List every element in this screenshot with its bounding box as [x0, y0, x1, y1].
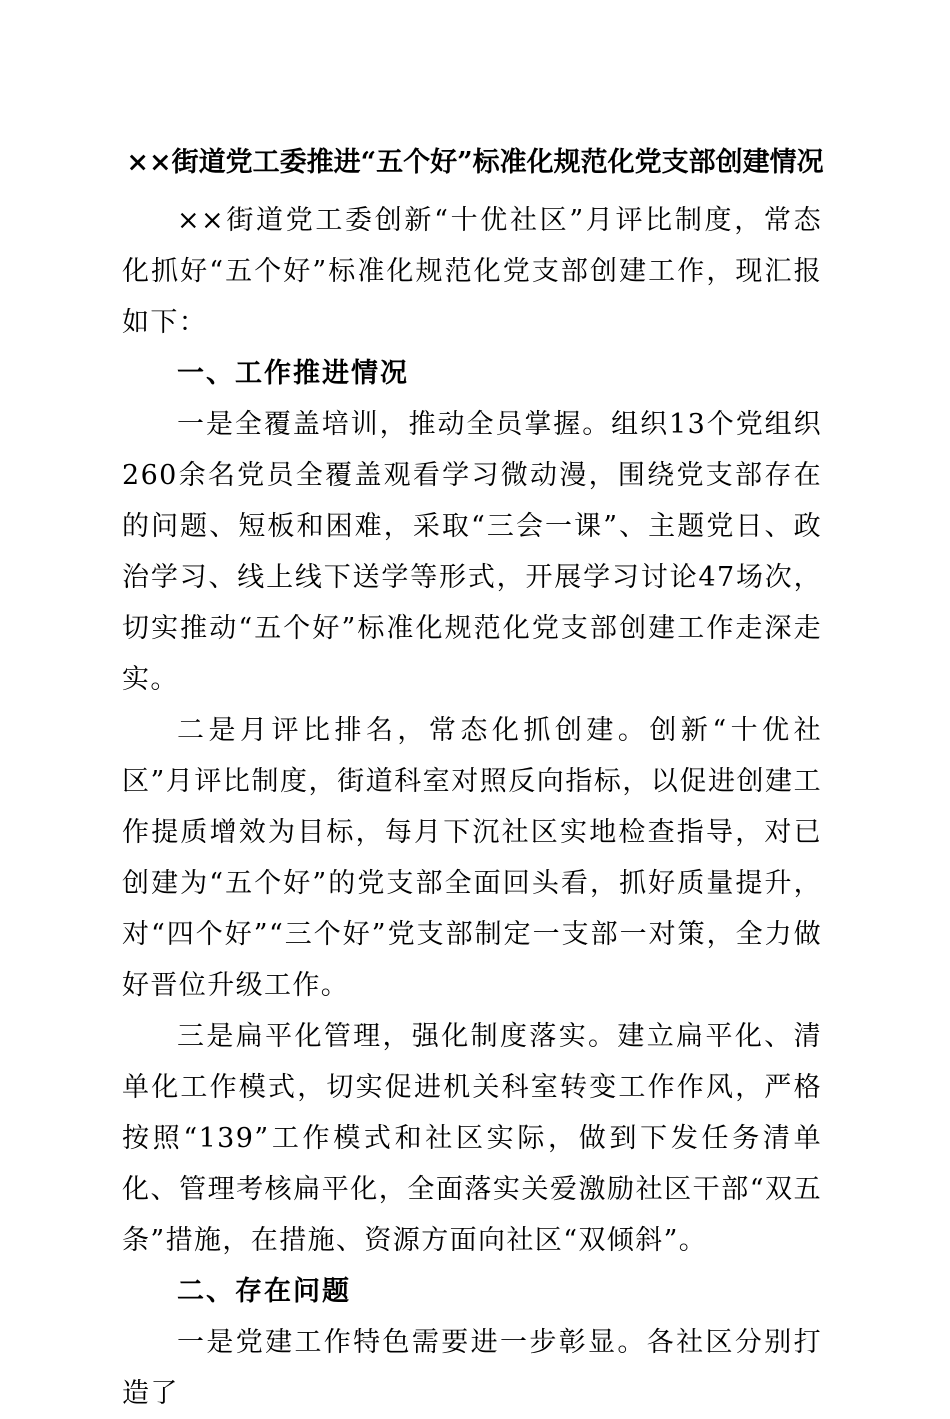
- paragraph-problem-1: 一是党建工作特色需要进一步彰显。各社区分别打造了: [122, 1327, 822, 1409]
- paragraph-management: 三是扁平化管理，强化制度落实。建立扁平化、清单化工作模式，切实促进机关科室转变工作作风，严格按照“139”工作模式和社区实际，做到下发任务清单化、管理考核扁平化，全面落实关爱激励社区干部“双五条”措施，在措施、资源方面向社区“双倾斜”。: [122, 1021, 822, 1256]
- paragraph-ranking: 二是月评比排名，常态化抓创建。创新“十优社区”月评比制度，街道科室对照反向指标，以促进创建工作提质增效为目标，每月下沉社区实地检查指导，对已创建为“五个好”的党支部全面回头看，抓好质量提升，对“四个好”“三个好”党支部制定一支部一对策，全力做好晋位升级工作。: [122, 715, 822, 1001]
- page-title: ××街道党工委推进“五个好”标准化规范化党支部创建情况: [126, 147, 824, 178]
- intro-paragraph: ××街道党工委创新“十优社区”月评比制度，常态化抓好“五个好”标准化规范化党支部创建工作，现汇报如下：: [122, 205, 822, 338]
- document-body: [122, 163, 822, 1419]
- paragraph-training: 一是全覆盖培训，推动全员掌握。组织13个党组织260余名党员全覆盖观看学习微动漫，围绕党支部存在的问题、短板和困难，采取“三会一课”、主题党日、政治学习、线上线下送学等形式，开展学习讨论47场次，切实推动“五个好”标准化规范化党支部创建工作走深走实。: [122, 409, 822, 695]
- section-heading-problems: 二、存在问题: [177, 1276, 351, 1307]
- section-heading-progress: 一、工作推进情况: [177, 358, 409, 389]
